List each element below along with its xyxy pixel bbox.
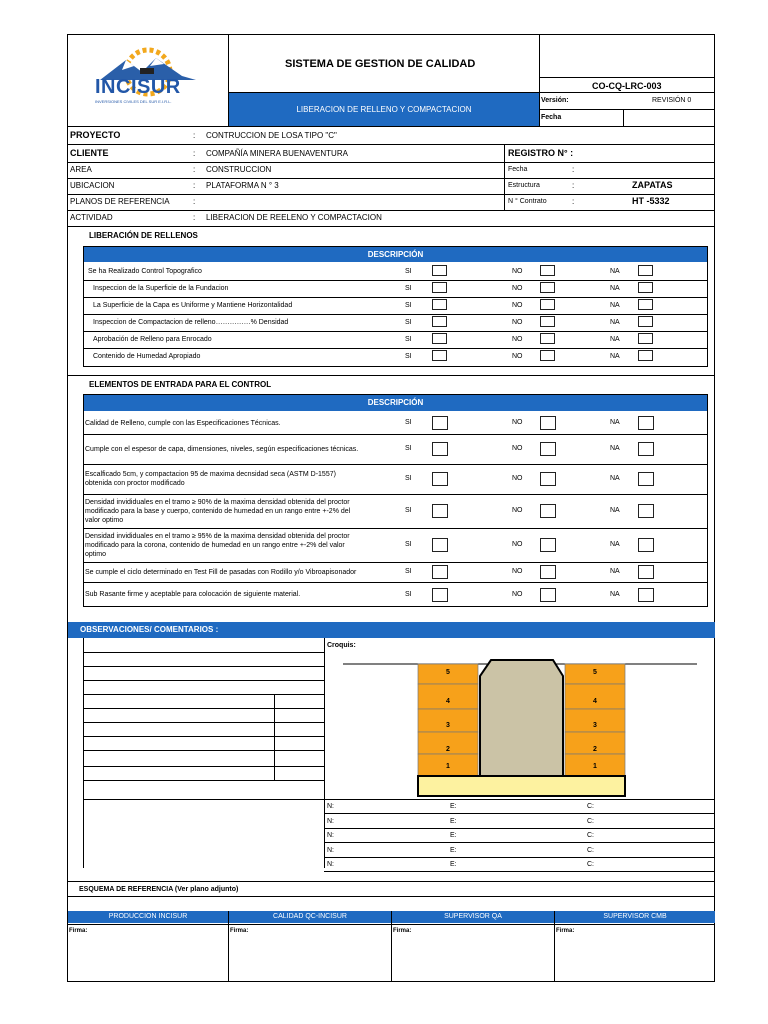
checkbox-no[interactable] [540,588,556,602]
area-label: AREA [70,165,92,174]
version-value: REVISIÓN 0 [652,97,692,104]
coordinate-label: E: [450,846,457,854]
option-label-no: NO [512,541,523,548]
checkbox-na[interactable] [638,565,654,579]
option-label-na: NA [610,353,620,360]
option-label-na: NA [610,475,620,482]
checklist-item-line: obtenida con proctor modificado [85,480,185,487]
checkbox-no[interactable] [540,265,555,276]
fill-layer-number: 5 [593,669,597,676]
coordinate-label: C: [587,803,594,810]
checkbox-na[interactable] [638,472,654,486]
checkbox-na[interactable] [638,299,653,310]
coordinate-label: C: [587,832,594,839]
checkbox-na[interactable] [638,316,653,327]
option-label-si: SI [405,568,412,575]
registro-label: REGISTRO N° : [508,148,574,158]
checkbox-no[interactable] [540,282,555,293]
checkbox-no[interactable] [540,538,556,552]
coordinate-label: E: [450,861,457,868]
option-label-si: SI [405,319,412,326]
option-label-na: NA [610,507,620,514]
option-label-no: NO [512,590,523,598]
signature-field[interactable] [70,936,226,980]
checkbox-no[interactable] [540,316,555,327]
option-label-no: NO [512,302,523,309]
form-title: LIBERACION DE RELLENO Y COMPACTACION [296,105,472,114]
observaciones-bar: OBSERVACIONES/ COMENTARIOS : [68,622,715,638]
option-label-si: SI [405,541,412,548]
checkbox-si[interactable] [432,504,448,518]
signature-field[interactable] [394,936,552,980]
coordinate-label: N: [327,832,334,839]
cliente-value: COMPAÑÍA MINERA BUENAVENTURA [206,149,348,158]
estructura-label: Estructura [508,182,540,189]
left-fill-layers [418,664,478,776]
option-label-na: NA [610,568,620,575]
proyecto-label: PROYECTO [70,130,121,140]
checkbox-na[interactable] [638,588,654,602]
option-label-no: NO [512,268,523,275]
checkbox-si[interactable] [432,565,448,579]
colon: : [572,165,575,174]
ubicacion-label: UBICACION [70,181,115,190]
document-code: CO-CQ-LRC-003 [592,81,662,91]
checklist-item-line: optimo [85,550,107,558]
option-label-si: SI [405,268,412,275]
option-label-na: NA [610,285,620,292]
checklist-item-line: Densidad invididuales en el tramo ≥ 90% de la maxima densidad obtenida del proctor [85,498,350,506]
fill-layer-number: 4 [446,698,450,705]
section2-title: ELEMENTOS DE ENTRADA PARA EL CONTROL [89,380,272,389]
section1-header: DESCRIPCIÓN [84,247,707,262]
checklist-item: Inspeccion de la Superficie de la Fundacion [93,285,229,292]
checklist-item-line: modificado para la corona, contenido de humedad en un rango entre +-2% del valor [85,541,345,549]
option-label-si: SI [405,353,412,360]
fill-layer-number: 1 [593,763,597,770]
checkbox-no[interactable] [540,416,556,430]
option-label-no: NO [512,507,523,514]
contrato-value: HT -5332 [632,196,670,206]
checklist-item: Aprobación de Relleno para Enrocado [93,336,212,343]
fill-layer-number: 2 [446,746,450,753]
checkbox-si[interactable] [432,442,448,456]
coordinate-label: N: [327,803,334,810]
option-label-si: SI [405,336,412,343]
coordinate-label: C: [587,846,594,854]
coordinate-label: N: [327,846,334,854]
planos-label: PLANOS DE REFERENCIA [70,197,170,206]
fecha-label: Fecha [508,166,528,173]
actividad-label: ACTIVIDAD [70,213,113,222]
checkbox-no[interactable] [540,299,555,310]
colon: : [193,181,196,190]
ubicacion-value: PLATAFORMA N ° 3 [206,181,279,190]
checkbox-na[interactable] [638,265,653,276]
fill-layer-number: 3 [593,722,597,729]
option-label-no: NO [512,475,523,482]
checklist-item-line: valor optimo [85,516,124,524]
signature-role: PRODUCCION INCISUR [108,913,188,920]
fill-layer-number: 3 [446,722,450,729]
form-title-bar [229,93,539,126]
checkbox-no[interactable] [540,442,556,456]
colon: : [193,165,196,174]
option-label-si: SI [405,590,412,598]
checkbox-si[interactable] [432,350,447,361]
coordinate-label: N: [327,817,334,825]
logo-subtitle: INVERSIONES CIVILES DEL SUR E.I.R.L. [95,99,172,104]
option-label-na: NA [610,445,620,452]
footing-base [418,776,625,796]
coordinate-label: C: [587,817,594,825]
esquema-title: ESQUEMA DE REFERENCIA (Ver plano adjunto) [79,886,239,893]
croquis-label: Croquis: [327,642,356,649]
checklist-item: Inspeccion de Compactacion de relleno……………% Densidad [93,319,289,326]
option-label-na: NA [610,541,620,548]
option-label-si: SI [405,475,412,482]
checklist-item-line: Sub Rasante firme y aceptable para colocación de siguiente material. [85,591,301,598]
system-title: SISTEMA DE GESTION DE CALIDAD [285,58,476,70]
coordinate-label: C: [587,861,594,868]
section2-header: DESCRIPCIÓN [84,395,707,411]
coordinate-label: E: [450,832,457,839]
section1-title: LIBERACIÓN DE RELLENOS [89,231,198,240]
croquis-drawing [325,650,715,800]
colon: : [193,131,196,140]
checkbox-no[interactable] [540,350,555,361]
firma-label: Firma: [230,928,249,934]
option-label-na: NA [610,590,620,598]
footing-column [480,660,563,776]
checkbox-si[interactable] [432,472,448,486]
checkbox-no[interactable] [540,565,556,579]
checklist-item: Contenido de Humedad Apropiado [93,353,201,360]
checkbox-na[interactable] [638,350,653,361]
version-label: Versión: [541,97,569,104]
fill-layer-number: 4 [593,698,597,705]
checklist-item-line: Escalficado 5cm, y compactacion 95 de maxima decnsidad seca (ASTM D-1557) [85,471,336,478]
signature-role: CALIDAD QC-INCISUR [273,913,347,920]
checkbox-si[interactable] [432,538,448,552]
option-label-no: NO [512,285,523,292]
coordinate-label: E: [450,803,457,810]
checkbox-no[interactable] [540,333,555,344]
logo-wordmark: INCISUR [95,76,181,98]
colon: : [572,181,575,190]
checkbox-na[interactable] [638,333,653,344]
cliente-label: CLIENTE [70,148,109,158]
checkbox-no[interactable] [540,504,556,518]
checkbox-si[interactable] [432,316,447,327]
firma-label: Firma: [556,928,575,934]
option-label-na: NA [610,268,620,275]
signature-field[interactable] [557,936,713,980]
colon: : [572,197,575,206]
checkbox-na[interactable] [638,416,654,430]
firma-label: Firma: [69,928,88,934]
colon: : [193,213,196,222]
contrato-label: N ° Contrato [508,198,547,205]
right-fill-layers [565,664,625,776]
option-label-no: NO [512,445,523,452]
option-label-si: SI [405,445,412,452]
fill-layer-number: 5 [446,669,450,676]
area-value: CONSTRUCCION [206,165,272,174]
option-label-no: NO [512,419,523,426]
option-label-na: NA [610,419,620,426]
estructura-value: ZAPATAS [632,180,673,190]
coordinate-label: N: [327,861,334,868]
signature-role: SUPERVISOR CMB [603,913,667,920]
checkbox-na[interactable] [638,538,654,552]
checkbox-si[interactable] [432,282,447,293]
checkbox-si[interactable] [432,588,448,602]
signature-field[interactable] [231,936,389,980]
checkbox-si[interactable] [432,265,447,276]
option-label-no: NO [512,336,523,343]
option-label-no: NO [512,568,523,575]
proyecto-value: CONTRUCCION DE LOSA TIPO "C" [206,131,337,140]
fill-layer-number: 1 [446,763,450,770]
header-fecha-label: Fecha [541,114,562,121]
checklist-item-line: Cumple con el espesor de capa, dimensiones, niveles, según especificaciones técnicas. [85,445,359,453]
checkbox-na[interactable] [638,442,654,456]
firma-label: Firma: [393,928,412,934]
checkbox-no[interactable] [540,472,556,486]
option-label-si: SI [405,419,412,426]
checklist-item-line: Densidad invididuales en el tramo ≥ 95% de la maxima densidad obtenida del proctor [85,532,350,540]
coordinate-label: E: [450,817,457,825]
checkbox-na[interactable] [638,282,653,293]
option-label-si: SI [405,285,412,292]
checkbox-si[interactable] [432,299,447,310]
checklist-item: La Superficie de la Capa es Uniforme y Mantiene Horizontalidad [93,302,293,309]
option-label-no: NO [512,353,523,360]
actividad-value: LIBERACION DE REELENO Y COMPACTACION [206,213,382,222]
option-label-no: NO [512,319,523,326]
option-label-na: NA [610,319,620,326]
checklist-item: Se ha Realizado Control Topografico [88,268,202,275]
checklist-item-line: modificado para la base y cuerpo, contenido de humedad en un rango entre +-2% del [85,507,351,515]
checkbox-na[interactable] [638,504,654,518]
option-label-na: NA [610,302,620,309]
colon: : [193,197,196,206]
checklist-item-line: Se cumple el ciclo determinado en Test Fill de pasadas con Rodillo y/o Vibroapisonador [85,568,357,576]
option-label-si: SI [405,507,412,514]
option-label-na: NA [610,336,620,343]
checklist-item-line: Calidad de Relleno, cumple con las Especificaciones Técnicas. [85,419,281,427]
option-label-si: SI [405,302,412,309]
signature-role: SUPERVISOR QA [444,913,502,920]
checkbox-si[interactable] [432,333,447,344]
fill-layer-number: 2 [593,746,597,753]
colon: : [193,149,196,158]
checkbox-si[interactable] [432,416,448,430]
